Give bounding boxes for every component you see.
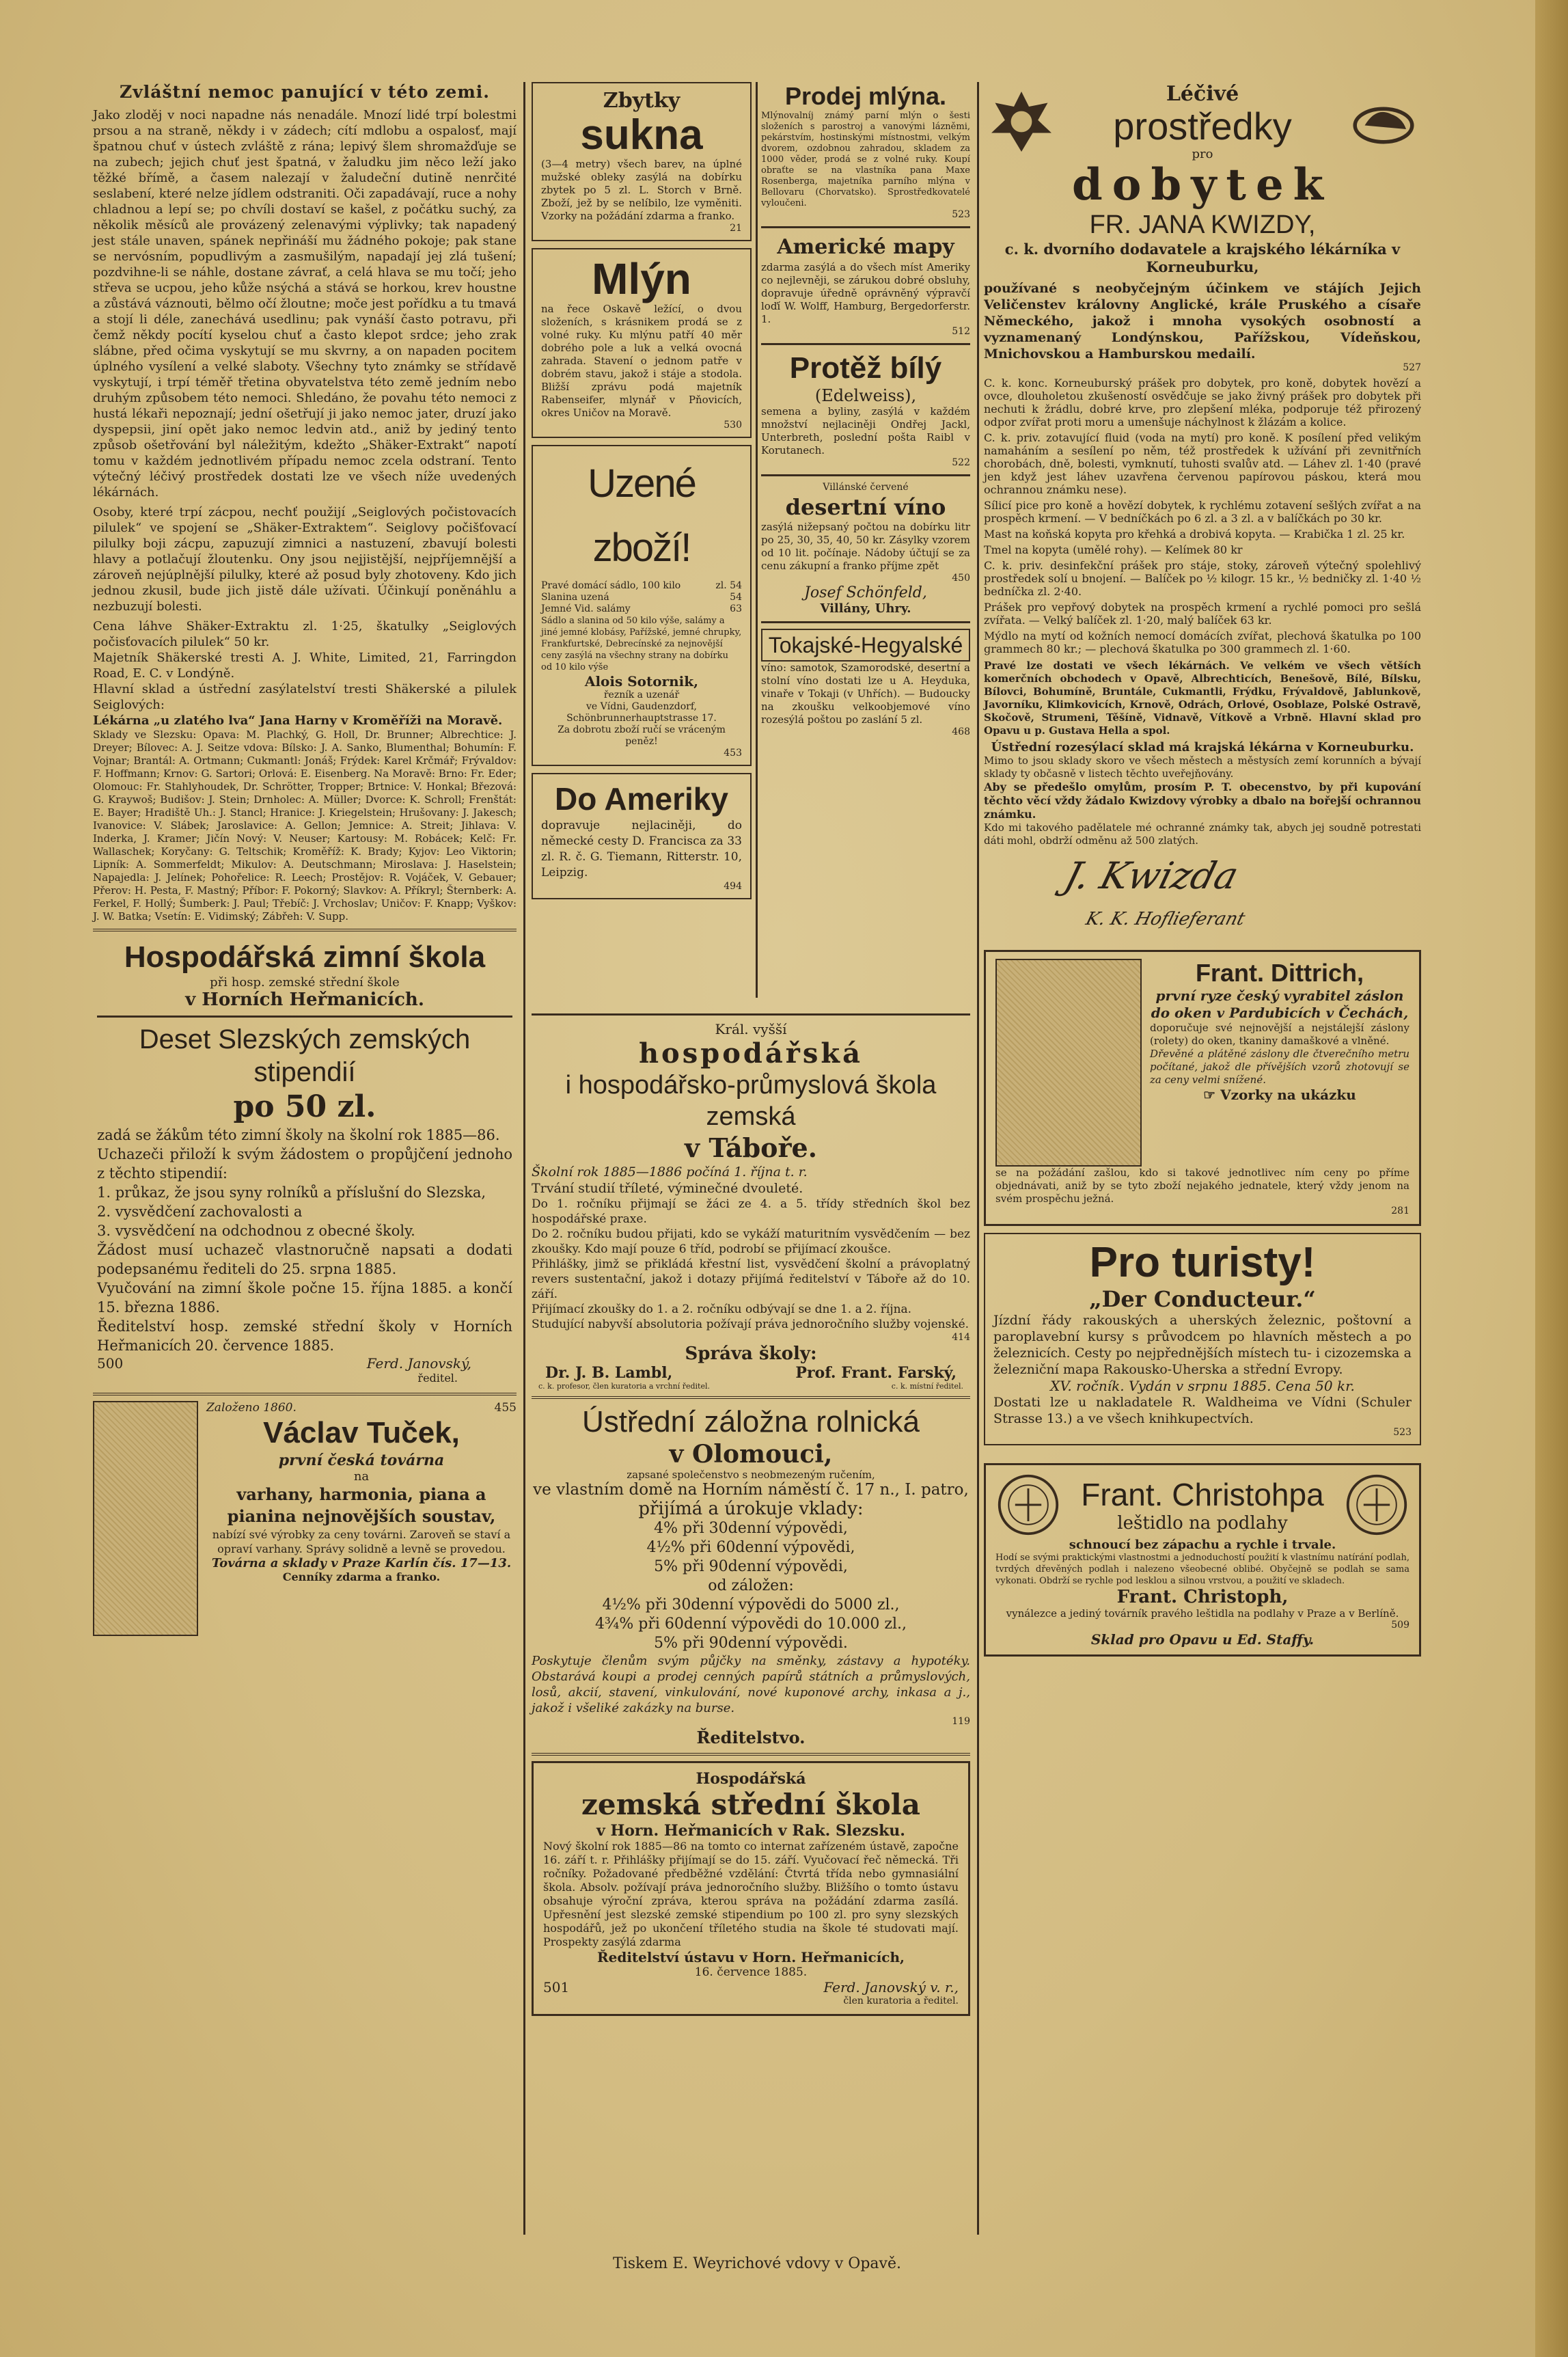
column-1	[93, 82, 517, 1636]
eagle-crest-icon	[984, 84, 1059, 159]
uzene-price-row: Pravé domácí sádlo, 100 kilo zl. 54	[541, 580, 742, 591]
stipend-cond-intro: Uchazeči přiloží k svým žádostem o propůjčení jednoho z těchto stipendií:	[97, 1146, 512, 1182]
dittrich-name: Frant. Dittrich,	[1195, 959, 1364, 987]
christoph-num: 509	[1391, 1620, 1409, 1631]
tucek-ad	[93, 1401, 517, 1636]
stipend-name: Ferd. Janovský,	[366, 1355, 471, 1372]
kwizda-item: Prášek pro vepřový dobytek na prospěch krmení a rychlé pomoci pro sešlá zvířata. — Velký balíček zl. 1·20, malý balíček 63 kr.	[984, 601, 1421, 627]
mlyn-ad	[532, 248, 752, 438]
sukna-text: (3—4 metry) všech barev, na úplné mužské obleky zasýlá na dobírku zbytek po 5 zl. L. Storch v Brně. Zboží, jež by se nelíbilo, lze vyměniti. Vzorky na požádání zdarma a franko.	[541, 158, 742, 222]
vino-num: 450	[952, 573, 970, 584]
vino-pre: Villánské červené	[823, 482, 909, 493]
tabor-p3: Přihlášky, jimž se přikládá křestní list, vysvědčení školní a právoplatný revers sustentační, jakož i dotazy přijímá ředitelství v Táboře až do 10. září.	[532, 1257, 970, 1301]
zalozna-sign: Ředitelstvo.	[696, 1728, 806, 1747]
winter-school-sub: při hosp. zemské střední škole	[210, 975, 400, 990]
tucek-name: Václav Tuček,	[263, 1416, 460, 1449]
christoph-sub: leštidlo na podlahy	[1117, 1513, 1288, 1534]
protez-ad	[761, 351, 970, 469]
christoph-ad	[984, 1463, 1421, 1657]
blinds-illustration	[995, 959, 1142, 1167]
kwizda-item: C. k. priv. desinfekční prášek pro stáje, stoky, zároveň výtečný spolehlivý prostředek solí u bnojení. — Balíček po ½ kilogr. 15 kr., ½ bedničky zl. 1·40 ½ bedníčka zl. 2·40.	[984, 559, 1421, 598]
column-2	[532, 82, 752, 906]
christoph-seal-right-icon	[1344, 1472, 1409, 1538]
kwizda-item: Mýdlo na mytí od kožních nemocí domácích zvířat, plechová škatulka po 100 grammech 80 kr.; — plechová škatulka po 300 grammech zl. 1·60.	[984, 629, 1421, 655]
vino-title: desertní víno	[785, 494, 946, 520]
stipend-title: Deset Slezských zemských stipendií	[139, 1024, 471, 1087]
kwizda-dobytek: dobytek	[1072, 159, 1333, 210]
herm-role: člen kuratoria a ředitel.	[843, 1995, 959, 2006]
article-pharmacy: Lékárna „u zlatého lva“ Jana Harny v Kroměříži na Moravě.	[93, 713, 503, 728]
column-3	[761, 82, 970, 738]
tabor-title-1: hospodářská	[638, 1037, 864, 1069]
tabor-place: v Táboře.	[685, 1132, 817, 1163]
mlyn-sale-text: Mlýnovalníj známý parní mlýn o šesti složeních s parostroj a vanovými lázněmi, pekárstvím, hostinskými místnostmi, velkým dvorem, ozdobnou zahradou, skladem za 1000 věder, prodá se z volné ruky. Koupí obraťte se na vlastníka pana Maxe Rosenberga, majetníka parního mlýna v Bellovaru (Chorvatsko). Sprostředkovatelé vyloučeni.	[761, 111, 970, 208]
tabor-dir-2-sub: c. k. místní ředitel.	[891, 1382, 963, 1391]
winter-school-ad	[93, 937, 517, 1387]
article-depot: Hlavní sklad a ústřední zasýlatelství tresti Shäkerské a pilulek Seiglových:	[93, 682, 517, 712]
mapy-title: Americké mapy	[777, 235, 954, 259]
kwizda-intro: používané s neobyčejným účinkem ve stájích Jejich Veličenstev královny Anglické, krále Pruského a císaře Německého, jakož i mnoha vysokých osobností a vyznamenaný Londýnskou, Pařížskou, Vídeňskou, Mnichovskou a Hamburskou medailí.	[984, 281, 1421, 362]
zalozna-rate: 4% při 30denní výpovědi,	[654, 1520, 848, 1537]
zalozna-ad	[532, 1404, 970, 1747]
christoph-sklad: Sklad pro Opavu u Ed. Staffy.	[1090, 1631, 1315, 1648]
amerika-ad	[532, 773, 752, 899]
christoph-text: Hodí se svými praktickými vlastnostmi a jednoduchostí použití k vlastnímu natírání podlah, tvrdých dřevěných podlah i nalezeno všeobecné oblibé. Obyčejně se podlah se sama vykonati. Obdrží se rychle pod lesklou a silnou vrstvou, a použití ve skladech.	[995, 1553, 1409, 1586]
mlyn-num: 530	[724, 420, 742, 431]
kwizda-firm: FR. JANA KWIZDY,	[1089, 210, 1316, 239]
zalozna-rate: 5% při 90denní výpovědi.	[654, 1635, 848, 1652]
article-stores: Sklady ve Slezsku: Opava: M. Plachký, G. Holl, Dr. Brunner; Albrechtice: J. Dreyer; Bílovec: A. J. Seitze vdova: Bílsko: J. A. Sanko, Blumenthal; Bohumín: F. Vojnar; Brantál: A. Ortmann; Cukmantl: Jonáš; Frýdek: Karel Krčmář; Frývaldov: F. Hoffmann; Krnov: G. Sartori; Orlová: E. Eisenberg. Na Moravě: Brno: Fr. Eder; Olomouc: Fr. Stahlyhoudek, Dr. Schrötter, Tropper; Brtnice: V. Honkal; Březová: G. Kraywoš; Budišov: J. Stein; Drnholec: A. Müller; Dvorce: K. Schroll; Frenštát: E. Bayer; Hradiště Uh.: J. Stancl; Hranice: J. Kriegelstein; Hrušovany: J. Jakesch; Ivanovice: V. Slábek; Jaroslavice: A. Gellon; Jemnice: A. Streit; Jihlava: V. Inderka, J. Kramer; Jičín Nový: V. Neuser; Kartousy: M. Robácek; Kelč: Fr. Wallaschek; Koryčany: G. Teltschik; Kroměříž: K. Brady; Kyjov: Leo Viktorin; Lipník: A. Sommerfeldt; Mikulov: A. Deutschmann; Miroslava: J. Haselstein; Napajedla: J. Jelínek; Pohořelice: R. Leech; Prostějov: R. Vojáček, V. Gebauer; Přerov: H. Pesta, F. Mastný; Příbor: F. Pokorný; Slavkov: A. Příkryl; Šternberk: A. Ferkel, F. Hollý; Šumberk: J. Paul; Třebíč: J. Vrchoslav; Uničov: F. Knapp; Vyškov: J. W. Batka; Vsetín: E. Vidimský; Zábřeh: V. Supp.	[93, 728, 517, 923]
tokaj-title: Tokajské-Hegyalské	[761, 629, 970, 662]
dittrich-text-3: se na požádání zašlou, kdo si takové jednotlivec ním ceny po příme objednávati, aniž by se tyto zboží nejakého jednatele, který vždy jenom na svém prospěchu ježná.	[995, 1167, 1409, 1205]
hermanice-school-ad	[532, 1761, 970, 2016]
tabor-pre: Král. vyšší	[715, 1021, 787, 1037]
christoph-name: Frant. Christoph,	[1116, 1587, 1289, 1607]
uzene-note: Za dobrotu zboží ručí se vráceným peněz!	[558, 724, 726, 747]
sukna-ad	[532, 82, 752, 241]
zalozna-title: Ústřední záložna rolnická	[581, 1405, 920, 1439]
kwizda-item: Sílicí pice pro koně a hovězí dobytek, k rychlému zotavení sešlých zvířat a na prospěch krmení. — V bedníčkách po 6 zl. a 3 zl. a v balíčkách po 30 kr.	[984, 499, 1421, 525]
herm-sign: Ředitelství ústavu v Horn. Heřmanicích,	[597, 1949, 905, 1965]
winter-school-place: v Horních Heřmanicích.	[185, 990, 424, 1010]
mlyn-word: Mlýn	[592, 254, 691, 303]
sukna-num: 21	[730, 223, 742, 234]
kwizda-signature	[984, 847, 1421, 950]
article-title: Zvláštní nemoc panující v této zemi.	[120, 82, 490, 102]
turist-title: Pro turisty!	[1089, 1239, 1316, 1286]
turist-ad	[984, 1233, 1421, 1445]
stipend-cond-2: 2. vysvědčení zachovalosti a	[97, 1203, 303, 1220]
herm-date: 16. července 1885.	[694, 1965, 808, 1979]
mapy-ad	[761, 234, 970, 338]
kwizda-header	[984, 82, 1421, 161]
herm-name: Ferd. Janovský v. r.,	[823, 1979, 959, 1995]
christoph-name-sub: vynálezce a jediný továrník pravého leštidla na podlahy v Praze a v Berlíně.	[1006, 1607, 1399, 1620]
zalozna-place: v Olomouci,	[669, 1440, 833, 1469]
tucek-na: na	[353, 1469, 370, 1484]
middle-block	[532, 1008, 970, 2023]
tokaj-ad	[761, 629, 970, 738]
kwizda-firm-sub: c. k. dvorního dodavatele a krajského lékárníka v Korneuburku,	[1004, 241, 1401, 275]
amerika-word: Do Ameriky	[555, 781, 728, 817]
turist-num: 523	[1393, 1427, 1412, 1438]
dittrich-ad	[984, 950, 1421, 1226]
mlyn-sale-title: Prodej mlýna.	[784, 82, 947, 110]
herm-text: Nový školní rok 1885—86 na tomto co internat zařízeném ústavě, započne 16. září t. r. Přihlášky přijímají se do 15. září. Vyučovací řeč německá. Tři ročníky. Požadované předběžné vzdělání: Čtvrtá třída nebo gymnasiální škola. Absolv. požívají práva jednoročního služby. Bližšího o tomto ústavu obsahuje výroční zpráva, kterou správa na požádání zdarma zasílá. Upřesnění jest slezské zemské stipendium po 100 zl. pro syny slezských hospodářů, jež po ukončení tříletého studia na škole té studovati mají. Prospekty zasýlá zdarma	[543, 1840, 959, 1948]
uzene-price-row: Slanina uzená 54	[541, 592, 742, 603]
christoph-dry: schnoucí bez zápachu a rychle i trvale.	[1069, 1538, 1336, 1552]
vino-place: Villány, Uhry.	[820, 601, 911, 616]
vino-firm: Josef Schönfeld,	[804, 584, 927, 601]
amerika-text: dopravuje nejlaciněji, do německé cesty D. Francisca za 33 zl. R. č. G. Tiemann, Ritterstr. 10, Leipzig.	[541, 819, 742, 880]
tabor-p5: Studující nabyvší absolutoria požívají práva jednoročního služby vojenské.	[532, 1318, 969, 1331]
tucek-price: Cenníky zdarma a franko.	[282, 1570, 441, 1583]
vino-ad	[761, 482, 970, 616]
kwizda-num: 527	[1403, 362, 1421, 373]
column-4	[984, 82, 1421, 1663]
mlyn-text: na řece Oskavě ležící, o dvou složeních, s krásnikem prodá se z volné ruky. Ku mlýnu patří 40 měr dobrého pole a luk a velká ovocná zahrada. Stavení o jednom patře v dobrém stavu, jakož i stáje a stodola. Bližší zprávu podá majetník Rabenseifer, mlynář v Pňovicích, okres Uničov na Moravě.	[541, 303, 742, 419]
protez-text: semena a byliny, zasýlá v každém množství nejlaciněji Ondřej Jackl, Unterbreth, poslední pošta Raibl v Korutanech.	[761, 405, 970, 457]
page-edge	[1535, 0, 1568, 2357]
tucek-addr: Továrna a sklady v Praze Karlín čís. 17—13.	[211, 1556, 512, 1570]
zalozna-rate: 4¾% při 60denní výpovědi do 10.000 zl.,	[595, 1616, 907, 1633]
stipend-num: 500	[97, 1355, 124, 1372]
protez-num: 522	[952, 457, 970, 468]
zalozna-text: Poskytuje členům svým půjčky na směnky, zástavy a hypotéky. Obstarává koupi a prodej cenných papírů státních a průmyslových, losů, akcií, stavení, vinkulování, nové kuponové archy, inkasa a j., jakož i všeliké zakázky na burse.	[532, 1654, 970, 1715]
tucek-sub: první česká továrna	[278, 1452, 445, 1469]
zalozna-rate: 4½% při 30denní výpovědi do 5000 zl.,	[602, 1596, 900, 1613]
christoph-seal-left-icon	[995, 1472, 1061, 1538]
tokaj-num: 468	[952, 726, 970, 737]
kwizda-shops: Pravé lze dostati ve všech lékárnách. Ve velkém ve všech větších komerčních obchodech v Opavě, Albrechticích, Benešově, Bílé, Bílsku, Bílovci, Bohumíně, Bruntále, Cukmantli, Frýdku, Frývaldově, Jablunkově, Javorníku, Klimkovicích, Krnově, Odrách, Orlové, Osoblaze, Polské Ostravě, Skočově, Strumeni, Těšíně, Vidnavě, Vítkově a Vrbně. Hlavní sklad pro Opavu u p. Gustava Hella a spol.	[984, 659, 1421, 737]
mlyn-sale-num: 523	[952, 209, 970, 220]
kwizda-pre: Léčivé	[1166, 82, 1239, 106]
uzene-text: Sádlo a slanina od 50 kilo výše, salámy a jiné jemné klobásy, Pařížské, jemné chrupky, Frankfurtské, Debrecínské za nejnovější ceny zasýlá na všechny strany na dobírku od 10 kilo výše	[541, 616, 742, 672]
tabor-num: 414	[952, 1332, 970, 1343]
stipend-sign: Ředitelství hosp. zemské střední školy v Horních Heřmanicích 20. července 1885.	[97, 1318, 512, 1354]
stipend-teach: Vyučování na zimní škole počne 15. října 1885. a končí 15. března 1886.	[97, 1280, 512, 1316]
tabor-dir-1: Dr. J. B. Lambl,	[545, 1364, 673, 1382]
tucek-text: nabízí své výrobky za ceny továrni. Zaroveň se staví a opraví varhany. Správy solidně a levně se provedou.	[212, 1528, 511, 1555]
uzene-price-row: Jemné Vid. salámy 63	[541, 603, 742, 614]
tabor-sprava: Správa školy:	[685, 1344, 817, 1364]
printer-line: Tiskem E. Weyrichové vdovy v Opavě.	[613, 2255, 901, 2272]
herm-pre: Hospodářská	[696, 1770, 806, 1788]
mapy-num: 512	[952, 326, 970, 337]
protez-sub: (Edelweiss),	[814, 386, 917, 405]
tokaj-text: víno: samotok, Szamorodské, desertní a stolní víno dostati lze u A. Heyduka, vinaře v Tokaji (v Uhřích). — Budoucky na zkoušku velkoobjemové víno rozesýlá poštou po zaslání 5 zl.	[761, 662, 970, 726]
zalozna-accept: přijímá a úrokuje vklady:	[638, 1499, 864, 1519]
organ-illustration	[93, 1401, 198, 1636]
herm-title: zemská střední škola	[581, 1788, 920, 1821]
uzene-ad	[532, 445, 752, 766]
uzene-word: Uzené zboží!	[588, 461, 696, 570]
kwizda-title: prostředky	[1113, 105, 1292, 148]
kwizda-note-2: Aby se předešlo omylům, prosím P. T. obecenstvo, by při kupování těchto věcí vždy žádalo Kwizdovy výrobky a dbalo na bořejší ochrannou známku.	[984, 780, 1421, 821]
zalozna-sub: zapsané společenstvo s neobmezeným ručením,	[627, 1469, 875, 1481]
turist-rocnik: XV. ročník. Vydán v srpnu 1885. Cena 50 kr.	[1050, 1378, 1355, 1394]
uzene-firm-sub: řezník a uzenář	[603, 690, 680, 700]
winter-school-title: Hospodářská zimní škola	[124, 940, 486, 974]
tabor-p2: Do 2. ročníku budou přijati, kdo se vykáží maturitním vysvědčením — bez zkoušky. Kdo mají pouze 6 tříd, podrobí se přijímací zkoušce.	[532, 1227, 970, 1256]
zalozna-addr: ve vlastním domě na Horním náměstí č. 17 n., I. patro,	[533, 1481, 969, 1499]
tucek-founded: Založeno 1860.	[206, 1401, 297, 1415]
uzene-firm: Alois Sotornik,	[584, 673, 699, 690]
kwizda-item: Tmel na kopyta (umělé rohy). — Kelímek 80 kr	[984, 543, 1243, 556]
stipend-amount: po 50 zl.	[233, 1089, 376, 1124]
kwizda-central: Ústřední rozesýlací sklad má krajská lékárna v Korneuburku.	[991, 740, 1414, 754]
turist-sub: „Der Conducteur.“	[1089, 1286, 1316, 1312]
zalozna-od: od záložen:	[708, 1577, 794, 1594]
horse-emblem-icon	[1346, 84, 1421, 159]
stipend-text: zadá se žákům této zimní školy na školní rok 1885—86.	[97, 1127, 500, 1143]
dittrich-text-2: Dřevěné a plátěné záslony dle čtverečního metru počítané, jakož dle přívějších vzorů zhotovují se za ceny velmi snížené.	[1150, 1048, 1409, 1086]
stipend-cond-1: 1. průkaz, že jsou syny rolníků a příslušní do Slezska,	[97, 1184, 486, 1201]
stipend-deadline: Žádost musí uchazeč vlastnoručně napsati a dodati podepsanému řediteli do 25. srpna 1885.	[97, 1242, 512, 1277]
turist-text: Jízdní řády rakouských a uherských železnic, poštovní a paroplavební kursy s průvodcem po hlavních městech a po železnicích. Cesty po nejpřednějších místech tu- i cizozemska a železniční mapa Rakousko-Uherska a střední Evropy.	[993, 1313, 1412, 1377]
tabor-trvani: Trvání studií tříleté, výminečné dvouleté.	[532, 1181, 803, 1196]
dittrich-text: doporučuje své nejnovější a nejstálejší záslony (rolety) do oken, tkaniny damaškové a vlněné.	[1150, 1022, 1409, 1047]
protez-title: Protěž bílý	[789, 351, 942, 385]
article-price: Cena láhve Shäker-Extraktu zl. 1·25, škatulky „Seiglových počisťovacích pilulek“ 50 kr.	[93, 619, 517, 649]
dittrich-vzorky: ☞ Vzorky na ukázku	[1203, 1087, 1356, 1103]
tabor-title-2: i hospodářsko-průmyslová škola zemská	[565, 1071, 937, 1131]
tabor-p1: Do 1. ročníku přijmají se žáci ze 4. a 5. třídy středních škol bez hospodářské praxe.	[532, 1197, 970, 1226]
signature-text: J. Kwizda	[1060, 854, 1243, 897]
article-owner: Majetník Shäkerské tresti A. J. White, Limited, 21, Farringdon Road, E. C. v Londýně.	[93, 651, 517, 681]
kwizda-item: Mast na koňská kopyta pro křehká a drobivá kopyta. — Krabička 1 zl. 25 kr.	[984, 528, 1405, 541]
kwizda-item: C. k. konc. Korneuburský prášek pro dobytek, pro koně, dobytek hovězí a ovce, dlouholetou zkušeností osvědčuje se jako živný prášek pro dobytek při nechuti k žrádlu, dobré krve, pro zlepšení mléka, podporuje též přirozený odpor zvířat proti moru a umenšuje náchylnost k žlázám a kolice.	[984, 377, 1421, 428]
stipend-role: ředitel.	[417, 1372, 458, 1385]
stipend-cond-3: 3. vysvědčení na odchodnou z obecné školy.	[97, 1223, 415, 1239]
tabor-school-ad	[532, 1021, 970, 1391]
prodej-mlyna-ad	[761, 82, 970, 221]
dittrich-sub: první ryze český vyrabitel záslon do oken v Pardubicích v Čechách,	[1151, 987, 1409, 1021]
herm-place: v Horn. Heřmanicích v Rak. Slezsku.	[596, 1822, 905, 1840]
vino-text: zasýlá nižepsaný počtou na dobírku litr po 25, 30, 35, 40, 50 kr. Zásylky vzorem od 10 lit. počínaje. Nádoby účtují se za cenu zákupní a franko příjme zpět	[761, 521, 970, 572]
turist-shop: Dostati lze u nakladatele R. Waldheima ve Vídni (Schuler Strasse 13.) a ve všech knihkupectvích.	[993, 1395, 1412, 1426]
tabor-rok: Školní rok 1885—1886 počíná 1. října t. r.	[532, 1164, 808, 1180]
tabor-p4: Přijímací zkoušky do 1. a 2. ročníku odbývají se dne 1. a 2. října.	[532, 1303, 912, 1316]
herm-num: 501	[543, 1979, 570, 1995]
tucek-num: 455	[494, 1401, 517, 1415]
kwizda-note-1: Mimo to jsou sklady skoro ve všech městech a městysích zemí korunních a bývají sklady ty občasně v listech těchto uveřejňovány.	[984, 754, 1421, 780]
article-body-2: Osoby, které trpí zácpou, nechť použijí „Seiglových počistovacích pilulek“ ve spojení se „Shäker-Extraktem“. Seiglovy počišťovací pilulky boji zácpu, zapuzují zimnici a nastuzení, zbavují bolesti hlavy a potlačují žloutenku. Ony jsou nejjistější, nejpříjemnější a zároveň nejúplnější pilulky, které až posud byly zhotoveny. Kdo jich jednou zkusil, bude jich jistě dále užívati. Účinkují poněnáhlu a nezbuzují bolesti.	[93, 505, 517, 614]
tabor-dir-1-sub: c. k. profesor, člen kuratoria a vrchní ředitel.	[538, 1382, 710, 1391]
tucek-products: varhany, harmonia, piana a pianina nejnovějších soustav,	[227, 1484, 496, 1526]
signature-title: K. K. Hoflieferant	[1083, 909, 1248, 929]
christoph-title: Frant. Christohpa	[1081, 1477, 1324, 1512]
sukna-word: sukna	[580, 111, 703, 159]
kwizda-note-3: Kdo mi takového padělatele mé ochranné známky tak, abych jej soudně potrestati dáti mohl, obdrží odměnu až 500 zlatých.	[984, 821, 1421, 847]
sukna-top: Zbytky	[603, 89, 680, 113]
uzene-num: 453	[724, 748, 742, 759]
dittrich-num: 281	[1391, 1205, 1409, 1216]
tabor-dir-2: Prof. Frant. Farský,	[795, 1364, 957, 1382]
article-body: Jako zloděj v noci napadne nás nenadále. Mnozí lidé trpí bolestmi prsou a na straně, někdy i v zádech; cítí mdlobu a ospalosť, mají špatnou chuť v ústech zvláště z rána; lepivý šlem shromažďuje se na zubech; jejich chuť jest špatná, v žaludku jim něco leží jako těžké břímě, a časem nalezají v žaludeční dutině nenrčité seslabení, které nelze jídlem odstraniti. Oči zapadávají, ruce a nohy chladnou a lepí se; po chvíli dostaví se kašel, z počátku suchý, za několik měsíců ale provázený zelenavými výplivky; tak napadený jest stále unaven, spánek nepřináší mu žádného pokoje; pak stane se nervósním, popudlivým a zasmušilým, napadají jej zlá tušení; pozdvihne-li se náhle, dostane závrať, a celá hlava se mu točí; jeho střeva se ucpou, jeho kůže nsýchá a stává se horkou, krev houstne a zůstává váznouti, bělmo očí žloutne; moče jest pořídku a tu tmavá a stojí li déle, zanechává usedlinu; pak vynáší často potravu, při čemž někdy pocítí kyselou chuť a často klepot srdce; jeho zrak slábne, před očima vyskytují se mu skvrny, a on napaden pocitem úplného vysílení a velké slaboty. Všechny tyto známky se střídavě vyskytují, i trpí téměř třetina obyvatelstva této země jedním nebo druhým způsobem této nemoci. Shledáno, že povahu této nemoci z hustá lékaři nepoznají; jední ošetřují ji jako nemoc jater, druzí jako dyspepsii, jiní opět jako nemoc ledvin atd., aniž by jediný tento způsob ošetřování byl náležitým, kdežto „Shäker-Extrakt“ napotí tomu v každém jednotlivém případu nemoc zcela odstraní. Tento výtečný léčivý prostředek dostati lze ve všech níže uvedených lékárnách.	[93, 108, 517, 500]
zalozna-rate: 5% při 90denní výpovědi,	[654, 1558, 848, 1575]
uzene-addr: ve Vídni, Gaudenzdorf, Schönbrunnerhauptstrasse 17.	[566, 701, 717, 724]
zalozna-rate: 4½% při 60denní výpovědi,	[646, 1539, 855, 1556]
mapy-text: zdarma zasýlá a do všech míst Ameriky co nejlevněji, se zárukou dobré obsluhy, dopravuje úředně oprávněný výpravčí loďí W. Wolff, Hamburg, Bergedorferstr. 1.	[761, 261, 970, 325]
kwizda-pro: pro	[1192, 147, 1213, 161]
zalozna-num: 119	[952, 1716, 970, 1727]
kwizda-item: C. k. priv. zotavující fluid (voda na mytí) pro koně. K posílení před velikým namaháním a sesílení po něm, též prostředek k užívání při zevnitřních chorobách, dně, bolesti, vymknutí, tuhosti svalův atd. — Láhev zl. 1·40 (pravé jen když jest láhev uzavřena červenou papírovou páskou, která mou ochrannou známku nese).	[984, 431, 1421, 496]
amerika-num: 494	[724, 881, 742, 892]
